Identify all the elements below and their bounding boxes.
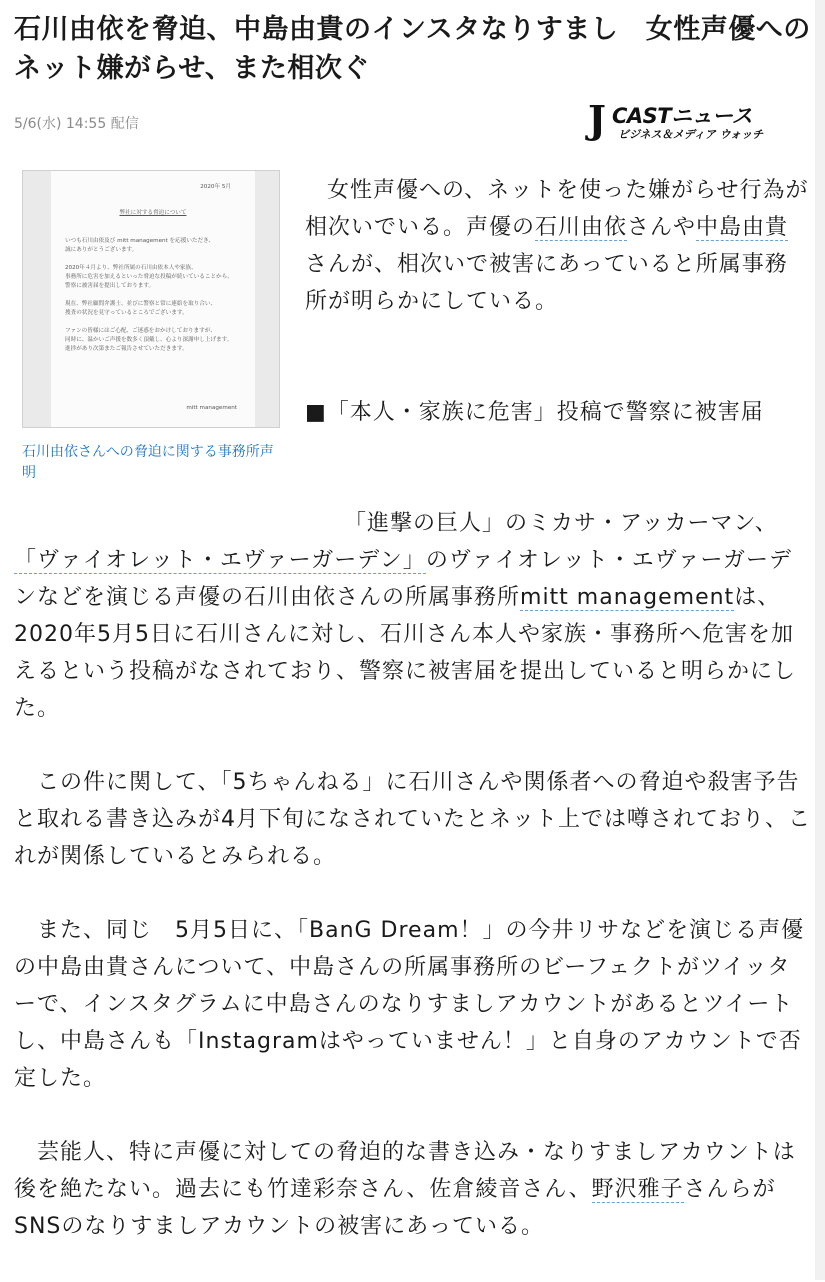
scroll-edge	[815, 0, 825, 1280]
body-text: 芸能人、特に声優に対しての脅迫的な書き込み・なりすましアカウントは後を絶たない。過去にも竹達彩奈さん、佐倉綾音さん、	[14, 1140, 796, 1202]
article-headline: 石川由依を脅迫、中島由貴のインスタなりすまし 女性声優へのネット嫌がらせ、また相次ぐ	[14, 14, 811, 84]
doc-line	[65, 255, 245, 264]
logo-name: CASTニュース	[612, 104, 753, 128]
logo-tagline: ビジネス＆メディア ウォッチ	[618, 128, 764, 141]
jcast-news-logo[interactable]	[588, 97, 788, 146]
lead-text: さんや	[627, 215, 697, 240]
paragraph-4	[14, 1134, 811, 1245]
doc-line: いつも石川由依及び mitt management を応援いただき、	[65, 238, 215, 244]
keyword-link-mitt[interactable]: mitt management	[520, 585, 735, 610]
doc-line: 捜査の状況を見守っているところでございます。	[65, 310, 188, 316]
body-text: のヴァイオレット・エヴァーガーデンなどを演じる声優の石川由依さんの所属事務所	[14, 548, 793, 610]
lead-text: 女性声優への、ネットを使った嫌がらせ行為が相次いでいる。声優の	[305, 178, 809, 240]
doc-line: 進捗があり次第またご報告させていただきます。	[65, 346, 188, 352]
keyword-link-ishikawa[interactable]: 石川由依	[535, 215, 628, 240]
keyword-link-nozawa[interactable]: 野沢雅子	[591, 1177, 684, 1202]
keyword-link-violet[interactable]: 「ヴァイオレット・エヴァーガーデン」	[14, 548, 426, 573]
doc-title: 弊社に対する脅迫について	[119, 210, 187, 216]
body-text: さんらがSNSのなりすましアカウントの被害にあっている。	[14, 1177, 776, 1239]
statement-document	[51, 171, 255, 427]
paragraph-3: また、同じ 5月5日に、「BanG Dream！」の今井リサなどを演じる声優の中島由貴さんについて、中島さんの所属事務所のビーフェクトがツイッターで、インスタグラムに中島さんのなりすましアカウントがあるとツイートし、中島さんも「Instagramはやっていません！」と自身のアカウントで否定した。	[14, 918, 805, 1091]
article-body	[14, 505, 811, 1282]
publish-meta: 5/6(水) 14:55 配信	[14, 116, 139, 132]
doc-body	[65, 237, 245, 354]
doc-line: 事務所に危害を加えるといった脅迫な投稿が続いていることから、	[65, 274, 233, 280]
body-text: 「進撃の巨人」のミカサ・アッカーマン、	[344, 511, 778, 536]
lead-paragraph	[305, 172, 810, 320]
doc-line: 現在、弊社顧問弁護士、並びに警察と常に連絡を取り合い、	[65, 301, 217, 307]
body-text: は、2020年5月5日に石川さんに対し、石川さん本人や家族・事務所へ危害を加えるという投稿がなされており、警察に被害届を提出していると明らかにした。	[14, 585, 797, 721]
lead-text: さんが、相次いで被害にあっていると所属事務所が明らかにしている。	[305, 252, 788, 314]
doc-line: 同時に、温かいご声援を数多く頂戴し、心より深謝申し上げます。	[65, 337, 233, 343]
image-caption-link[interactable]: 石川由依さんへの脅迫に関する事務所声明	[22, 444, 274, 481]
doc-line: 警察に被害届を提出しております。	[65, 283, 155, 289]
keyword-link-nakashima[interactable]: 中島由貴	[696, 215, 789, 240]
section-subhead: ■「本人・家族に危害」投稿で警察に被害届	[305, 400, 764, 425]
statement-image[interactable]	[22, 170, 280, 428]
doc-line: ファンの皆様にはご心配、ご迷惑をおかけしておりますが、	[65, 328, 216, 334]
doc-line: 誠にありがとうございます。	[65, 247, 138, 253]
paragraph-1	[14, 505, 811, 727]
doc-signature: mitt management	[186, 405, 237, 411]
doc-line	[65, 318, 245, 327]
doc-line: 2020年４月より、弊社所属の石川由依本人や家族、	[65, 265, 197, 271]
doc-line	[65, 291, 245, 300]
doc-date: 2020年 5月	[200, 184, 231, 190]
paragraph-2: この件に関して、「5ちゃんねる」に石川さんや関係者への脅迫や殺害予告と取れる書き込みが4月下旬になされていたとネット上では噂されており、これが関係しているとみられる。	[14, 770, 811, 869]
logo-mark: J	[588, 97, 606, 142]
